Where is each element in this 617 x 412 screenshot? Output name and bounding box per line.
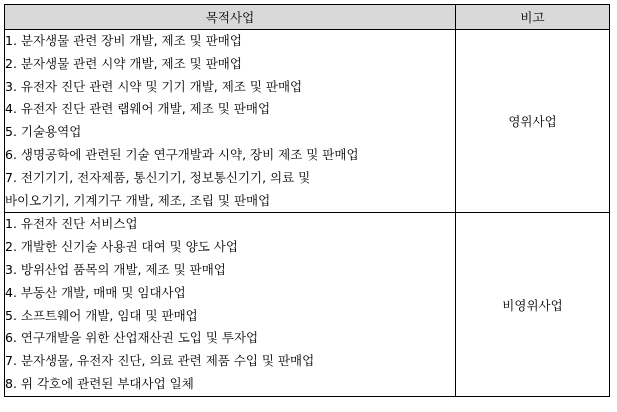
non-operating-business-list [5, 213, 456, 396]
business-purpose-table [4, 4, 610, 397]
list-item: 5. 소프트웨어 개발, 임대 및 판매업 [5, 307, 198, 323]
list-item: 바이오기기, 기계기구 개발, 제조, 조립 및 판매업 [5, 192, 271, 208]
list-item: 1. 분자생물 관련 장비 개발, 제조 및 판매업 [5, 33, 242, 48]
list-item: 7. 분자생물, 유전자 진단, 의료 관련 제품 수입 및 판매업 [5, 353, 315, 369]
list-item: 1. 유전자 진단 서비스업 [5, 216, 138, 232]
list-item: 5. 기술용역업 [5, 124, 82, 140]
table-header-row [5, 5, 610, 30]
list-item: 2. 분자생물 관련 시약 개발, 제조 및 판매업 [5, 55, 242, 71]
list-item: 2. 개발한 신기술 사용권 대여 및 양도 사업 [5, 239, 238, 255]
list-item: 6. 연구개발을 위한 산업재산권 도입 및 투자업 [5, 330, 259, 346]
table-row-operating [5, 30, 610, 213]
header-remarks: 비고 [456, 5, 610, 30]
list-item: 8. 위 각호에 관련된 부대사업 일체 [5, 375, 194, 391]
list-item: 6. 생명공학에 관련된 기술 연구개발과 시약, 장비 제조 및 판매업 [5, 146, 359, 162]
list-item: 4. 부동산 개발, 매매 및 임대사업 [5, 284, 186, 300]
operating-note: 영위사업 [456, 30, 610, 213]
list-item: 3. 방위산업 품목의 개발, 제조 및 판매업 [5, 261, 226, 277]
list-item: 3. 유전자 진단 관련 시약 및 기기 개발, 제조 및 판매업 [5, 78, 303, 94]
non-operating-note: 비영위사업 [456, 213, 610, 396]
list-item: 7. 전기기기, 전자제품, 통신기기, 정보통신기기, 의료 및 [5, 169, 311, 185]
operating-business-list [5, 30, 456, 213]
header-business-purpose: 목적사업 [5, 5, 456, 30]
list-item: 4. 유전자 진단 관련 랩웨어 개발, 제조 및 판매업 [5, 101, 271, 117]
table-row-non-operating [5, 213, 610, 396]
